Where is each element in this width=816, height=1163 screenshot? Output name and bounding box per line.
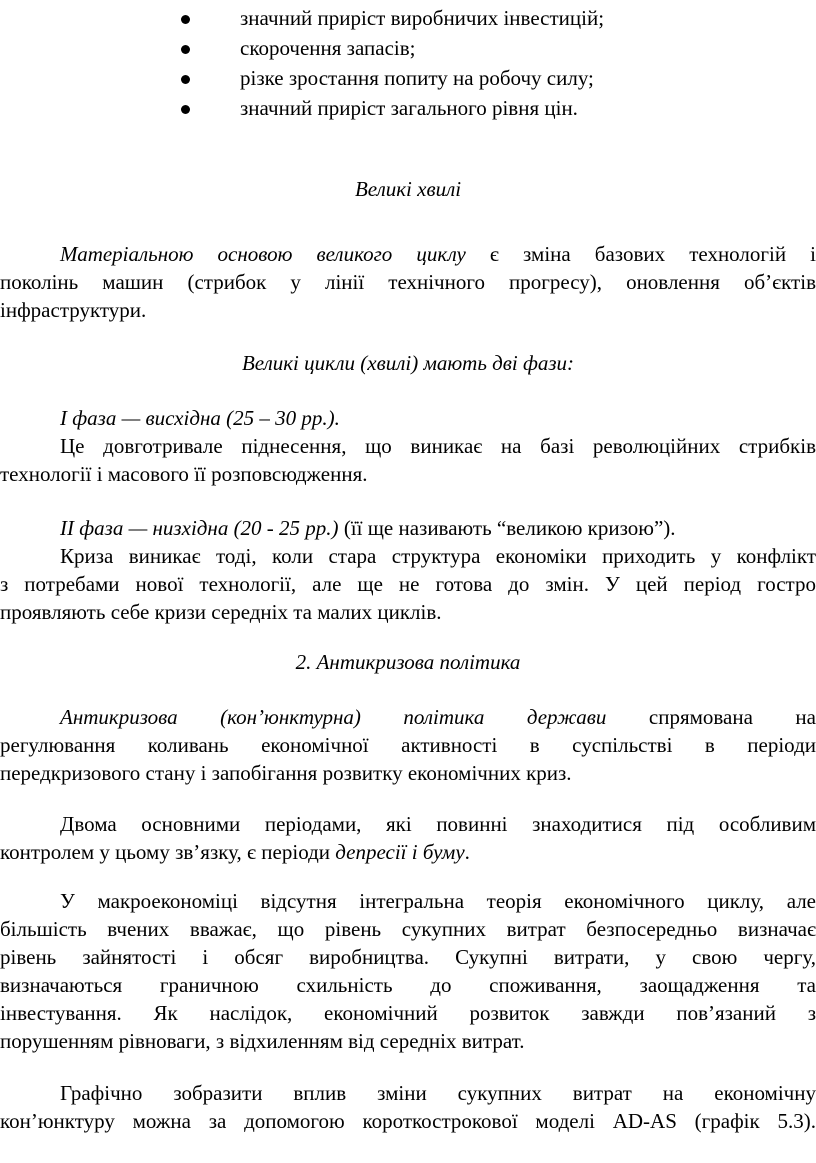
paragraph-line: У макроекономіці відсутня інтегральна теорія економічного циклу, але [60, 889, 816, 913]
text-fragment: . [464, 840, 470, 864]
phase-2-title [0, 514, 816, 542]
phase-1-title: І фаза — висхідна (25 – 30 рр.). [60, 406, 340, 430]
paragraph-line: технології і масового її розповсюдження. [0, 462, 368, 486]
paragraph-line: проявляють себе кризи середніх та малих циклів. [0, 600, 442, 624]
list-item [0, 34, 816, 64]
list-item [0, 64, 816, 94]
list-item [0, 94, 816, 124]
paragraph-line: Це довготривале піднесення, що виникає на базі революційних стрибків [60, 434, 816, 458]
text-fragment: контролем у цьому зв’язку, є періоди [0, 840, 336, 864]
paragraph-line [0, 240, 816, 268]
italic-term: Матеріальною основою великого циклу [60, 242, 466, 266]
paragraph-line [0, 703, 816, 731]
paragraph-line: Двома основними періодами, які повинні знаходитися під особливим [60, 812, 816, 836]
bullet-list [0, 4, 816, 124]
bullet-icon [181, 45, 190, 54]
paragraph-anticrisis-policy [0, 703, 816, 787]
section-heading-anticrisis: 2. Антикризова політика [295, 650, 521, 674]
paragraph-line: з потребами нової технології, але ще не готова до змін. У цей період гостро [0, 572, 816, 596]
paragraph-line: порушенням рівноваги, з відхиленням від середніх витрат. [0, 1029, 525, 1053]
paragraph-phase-1 [0, 404, 816, 488]
list-item-text: значний приріст виробничих інвестицій; [240, 6, 605, 30]
text-fragment: спрямована на [606, 705, 816, 729]
text-fragment: є зміна базових технологій і [465, 242, 816, 266]
bullet-icon [181, 75, 190, 84]
paragraph-material-basis [0, 240, 816, 324]
paragraph-line: інфраструктури. [0, 298, 147, 322]
paragraph-line: інвестування. Як наслідок, економічний розвиток завжди пов’язаний з [0, 1001, 816, 1025]
paragraph-line: поколінь машин (стрибок у лінії технічного прогресу), оновлення об’єктів [0, 270, 816, 294]
bullet-icon [181, 105, 190, 114]
paragraph-line [0, 838, 816, 866]
list-item-text: різке зростання попиту на робочу силу; [240, 66, 594, 90]
paragraph-graph [0, 1079, 816, 1135]
paragraph-line: регулювання коливань економічної активності в суспільстві в періоди [0, 733, 816, 757]
paragraph-line: Графічно зобразити вплив зміни сукупних витрат на економічну [60, 1081, 816, 1105]
section-heading-big-waves: Великі хвилі [354, 177, 462, 201]
paragraph-line: рівень зайнятості і обсяг виробництва. Сукупні витрати, у свою чергу, [0, 945, 816, 969]
paragraph-phase-2 [0, 514, 816, 626]
italic-term: ІІ фаза — низхідна (20 - 25 рр.) [60, 516, 339, 540]
paragraph-line: більшість вчених вважає, що рівень сукупних витрат безпосередньо визначає [0, 917, 816, 941]
bullet-icon [181, 15, 190, 24]
paragraph-line: кон’юнктуру можна за допомогою короткострокової моделі AD-AS (графік 5.3). [0, 1109, 816, 1133]
paragraph-line: передкризового стану і запобігання розвитку економічних криз. [0, 761, 572, 785]
paragraph-line: визначаються граничною схильність до споживання, заощадження та [0, 973, 816, 997]
paragraph-macroeconomics [0, 887, 816, 1055]
text-fragment: (її ще називають “великою кризою”). [338, 516, 676, 540]
section-heading-two-phases: Великі цикли (хвилі) мають дві фази: [241, 351, 575, 375]
list-item [0, 4, 816, 34]
list-item-text: значний приріст загального рівня цін. [240, 96, 578, 120]
italic-term: депресії і буму [335, 840, 465, 864]
italic-term: Антикризова (кон’юнктурна) політика держави [60, 705, 607, 729]
paragraph-periods [0, 810, 816, 866]
paragraph-line: Криза виникає тоді, коли стара структура економіки приходить у конфлікт [60, 544, 816, 568]
list-item-text: скорочення запасів; [240, 36, 416, 60]
